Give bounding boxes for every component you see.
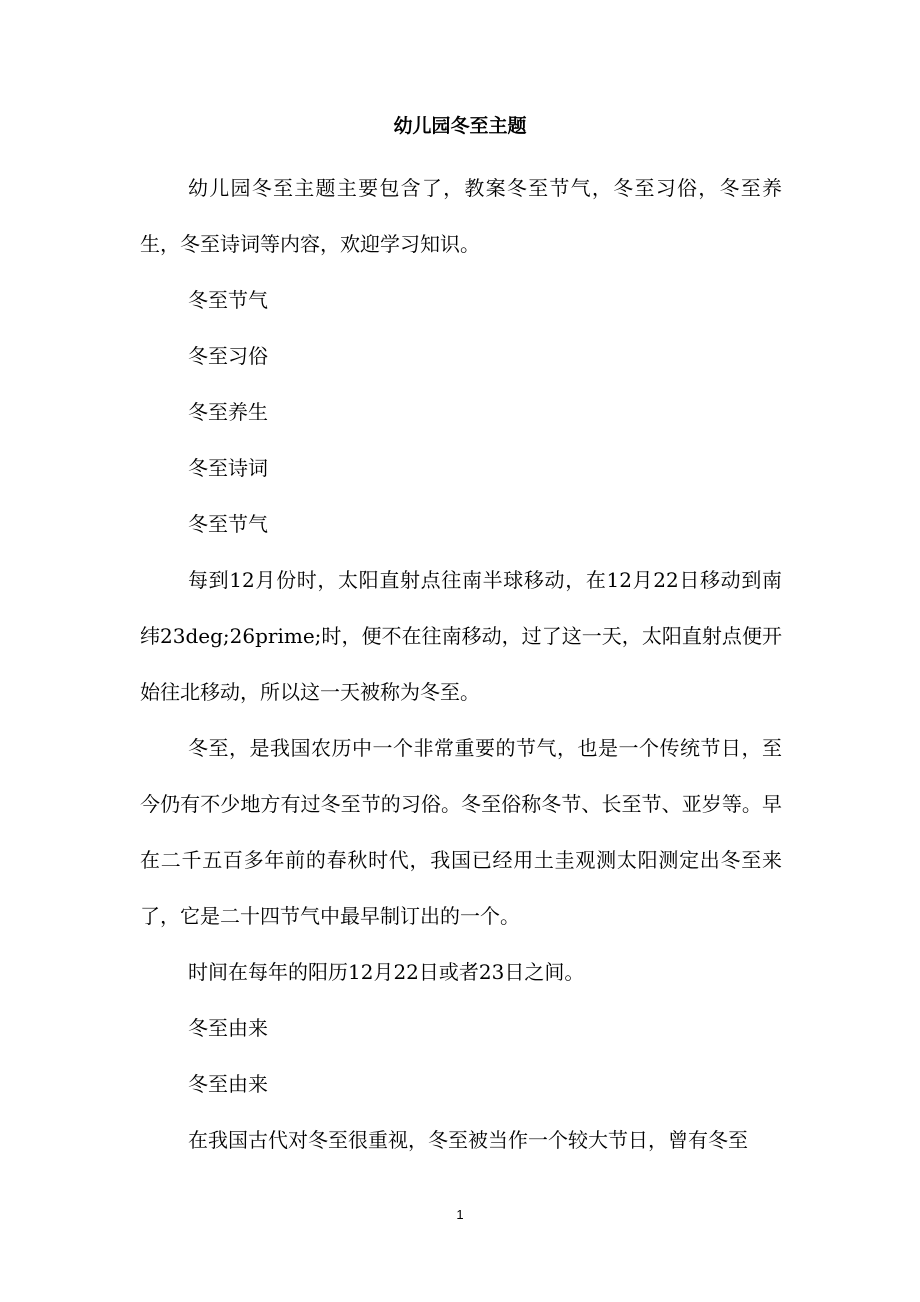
body-paragraph: 每到12月份时，太阳直射点往南半球移动，在12月22日移动到南纬23deg;26prime;时，便不在往南移动，过了这一天，太阳直射点便开始往北移动，所以这一天被称为冬至。 (140, 568, 782, 704)
document-body (140, 160, 782, 1168)
section-heading: 冬至诗词 (188, 456, 268, 480)
section-heading: 冬至由来 (188, 1072, 268, 1096)
document-title: 幼儿园冬至主题 (393, 115, 527, 137)
section-heading: 冬至节气 (188, 512, 268, 536)
section-heading: 冬至节气 (188, 288, 268, 312)
section-heading: 冬至习俗 (188, 344, 268, 368)
intro-paragraph: 幼儿园冬至主题主要包含了，教案冬至节气，冬至习俗，冬至养生，冬至诗词等内容，欢迎学习知识。 (140, 176, 782, 256)
body-paragraph: 时间在每年的阳历12月22日或者23日之间。 (188, 960, 585, 984)
section-heading: 冬至由来 (188, 1016, 268, 1040)
body-paragraph: 在我国古代对冬至很重视，冬至被当作一个较大节日，曾有冬至 (188, 1128, 748, 1152)
body-paragraph: 冬至，是我国农历中一个非常重要的节气，也是一个传统节日，至今仍有不少地方有过冬至节的习俗。冬至俗称冬节、长至节、亚岁等。早在二千五百多年前的春秋时代，我国已经用土圭观测太阳测定出冬至来了，它是二十四节气中最早制订出的一个。 (140, 736, 782, 928)
section-heading: 冬至养生 (188, 400, 268, 424)
page-number: 1 (456, 1207, 464, 1222)
